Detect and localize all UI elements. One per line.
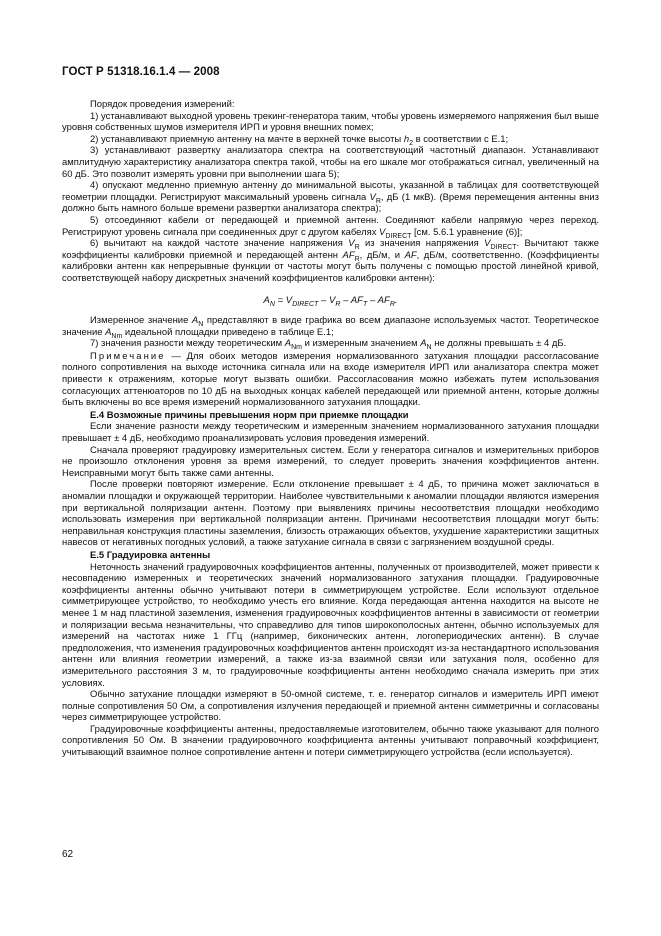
text-run: 4) опускают медленно приемную антенну до минимальной высоты, указанной в таблицах для соответствующей геометрии площадки. Регистрируют максимальный уровень сигнала <box>62 180 599 203</box>
paragraph: Порядок проведения измерений: <box>90 99 235 110</box>
formula-part: = V <box>274 294 293 306</box>
formula <box>62 295 599 307</box>
note-paragraph <box>62 351 599 409</box>
paragraph: 1) устанавливают выходной уровень трекинг-генератора таким, чтобы уровень измеряемого напряжения был выше уровня собственных шумов измерителя ИРП и уровня внешних помех; <box>62 110 600 134</box>
subscript: N <box>426 344 432 352</box>
document-body <box>62 99 599 759</box>
text-run: , дБ/м, и <box>359 249 405 261</box>
variable: A <box>420 338 427 350</box>
subscript: Nm <box>291 344 302 352</box>
paragraph <box>62 134 599 146</box>
paragraph: Неточность значений градуировочных коэффициентов антенны, полученных от производителей, может привести к несовпадению измеренных и теоретических значений нормализованного затухания площадки. Градуировочные коэффициенты антенны обычно учитывают потери в симметрирующем устройстве. Если используют отдельное симметрирующее устройство, то необходимо учесть его влияние. Когда передающая антенна находится на высоте не менее 1 м над пластиной заземления, изменения градуировочных коэффициентов антенны в зависимости от геометрии и поляризации весьма незначительны, что справедливо для типов широкополосных антенн, обычно используемых для измерений на частотах ниже 1 ГГц (например, биконических антенн, логопериодических антенн). В случае предположения, что изменения градуировочных коэффициентов антенн происходят из-за нестандартного использования антенн или влияния геометрии измерений, а также из-за взаимной связи или затухания поля, особенно для измерительного расстояния 3 м, то градуировочные коэффициенты антенн необходимо сначала измерить при этих условиях. <box>62 561 599 689</box>
text-run: из значения напряжения <box>359 238 485 250</box>
variable: AF <box>404 249 417 261</box>
subscript: R <box>375 197 381 205</box>
subscript: 2 <box>409 139 413 147</box>
variable: A <box>105 326 112 338</box>
variable: h <box>403 133 410 145</box>
text-run: не должны превышать ± 4 дБ. <box>431 338 567 350</box>
paragraph: Обычно затухание площадки измеряют в 50-омной системе, т. е. генератор сигналов и измеритель ИРП имеют полные сопротивления 50 Ом, а сопротивления излучения передающей и приемной антенн симметричны и согласованы через симметрирующее устройство. <box>62 689 599 724</box>
subscript: R <box>335 300 341 308</box>
subscript: N <box>198 320 204 328</box>
paragraph: 3) устанавливают развертку анализатора спектра на соответствующий частотный диапазон. Устанавливают амплитудную характеристику анализатора спектра такой, чтобы на его шкале мог отображаться сигнал, увеличенный на 60 дБ. Это позволит измерять уровни при выполнении шага 5); <box>62 145 599 180</box>
text-run: , дБ/м, соответственно. (Коэффициенты калибровки антенн как непрерывные функции от частоты могут быть получены с помощью простой линейной кривой, соответствующей набору дискретных значений коэффициентов калибровки антенн): <box>62 249 599 284</box>
text-run: 7) значения разности между теоретическим <box>90 338 285 350</box>
text-run: в соответствии с Е.1; <box>412 133 509 145</box>
paragraph: Градуировочные коэффициенты антенны, предоставляемые изготовителем, обычно также указывают для полного сопротивления 50 Ом. В значении градуировочного коэффициента антенны учитывают поправочный коэффициент, учитывающий взаимное полное сопротивление антенн и потери симметрирующего устройства (если используется). <box>62 723 599 759</box>
note-label: Примечание <box>90 350 166 362</box>
page-number: 62 <box>62 849 74 860</box>
variable: V <box>484 238 491 250</box>
section-heading-e4: Е.4 Возможные причины превышения норм при приемке площадки <box>90 409 409 421</box>
subscript: DIRECT <box>292 300 319 308</box>
variable: V <box>348 238 355 250</box>
formula-part: – AF <box>340 294 363 306</box>
subscript: DIRECT <box>385 232 412 240</box>
subscript: N <box>269 300 275 308</box>
text-run: 6) вычитают на каждой частоте значение напряжения <box>90 238 349 250</box>
text-run: [см. 5.6.1 уравнение (6)]; <box>411 226 523 238</box>
text-run: , дБ (1 мкВ). (Время перемещения антенны вниз должно быть намного больше времени развертки анализатора спектра); <box>62 191 599 215</box>
subscript: DIRECT <box>490 244 517 252</box>
paragraph: После проверки повторяют измерение. Если отклонение превышает ± 4 дБ, то причина может заключаться в аномалии площадки и окружающей территории. Наиболее чувствительными к аномалии площадки являются измерения при вертикальной поляризации антенн. Поэтому при выявлениях причины несоответствия площадки необходимо использовать измерения при вертикальной поляризации антенн. Причинами несоответствия площадки могут быть: неправильная конструкция пластины заземления, близость отражающих объектов, ухудшение характеристики защитных навесов от негативных погодных условий, а также затухание сигнала в связи с загрязнением воздушной среды. <box>62 479 599 549</box>
variable: A <box>191 315 199 327</box>
variable: AF <box>342 249 355 261</box>
paragraph <box>62 338 599 350</box>
text-run: и измеренным значением <box>301 338 421 350</box>
text-run: 2) устанавливают приемную антенну на мачте в верхней точке высоты <box>90 133 404 145</box>
formula-part: – AF <box>367 294 390 306</box>
text-run: представляют в виде графика во всем диапазоне используемых частот. Теоретическое значение <box>62 315 599 338</box>
variable: A <box>284 338 292 350</box>
variable: V <box>379 226 386 238</box>
subscript: R <box>354 244 360 252</box>
paragraph: Если значение разности между теоретическим и измеренным значением нормализованного затухания площадки превышает ± 4 дБ, необходимо проанализировать условия проведения измерений. <box>62 421 599 445</box>
paragraph <box>62 238 599 284</box>
subscript: Nm <box>111 332 123 340</box>
note-text: — Для обоих методов измерения нормализованного затухания площадки рассогласование полного сопротивления на выходе источника сигнала или на входе измерителя ИРП или анализатора спектра может привести к отражениям, которые могут вызвать ошибки. Рассогласования можно избежать путем использования согласующих аттенюаторов по 10 дБ на выходных концах кабелей передающей или приемной антенн, которые должны быть включены во все время измерений нормализованного затухания площадки. <box>62 350 599 409</box>
variable: V <box>369 191 376 203</box>
subscript: R <box>354 255 360 263</box>
formula-part: – V <box>318 294 336 306</box>
subscript: R <box>389 300 395 308</box>
section-heading-e5: Е.5 Градуировка антенны <box>90 549 211 561</box>
subscript: T <box>363 300 368 308</box>
text-run: идеальной площадки приведено в таблице Е.1; <box>122 326 334 338</box>
text-run: . Вычитают также коэффициенты калибровки приемной и передающей антенн <box>62 238 599 261</box>
paragraph <box>62 180 599 215</box>
text-run: 5) отсоединяют кабели от передающей и приемной антенн. Соединяют кабели напрямую через переход. Регистрируют уровень сигнала при соединенных друг с другом кабелях <box>62 214 599 238</box>
paragraph <box>62 315 599 338</box>
paragraph <box>62 215 599 238</box>
formula-part: A <box>263 294 270 306</box>
page-header: ГОСТ Р 51318.16.1.4 — 2008 <box>62 66 220 78</box>
paragraph: Сначала проверяют градуировку измерительных систем. Если у генератора сигналов и измерительных приборов не произошло отклонения уровня за время измерений, то следует проверить значения коэффициентов антенн. Неисправными могут быть также сами антенны. <box>62 444 599 479</box>
formula-part: . <box>394 294 398 306</box>
text-run: Измеренное значение <box>90 315 192 327</box>
